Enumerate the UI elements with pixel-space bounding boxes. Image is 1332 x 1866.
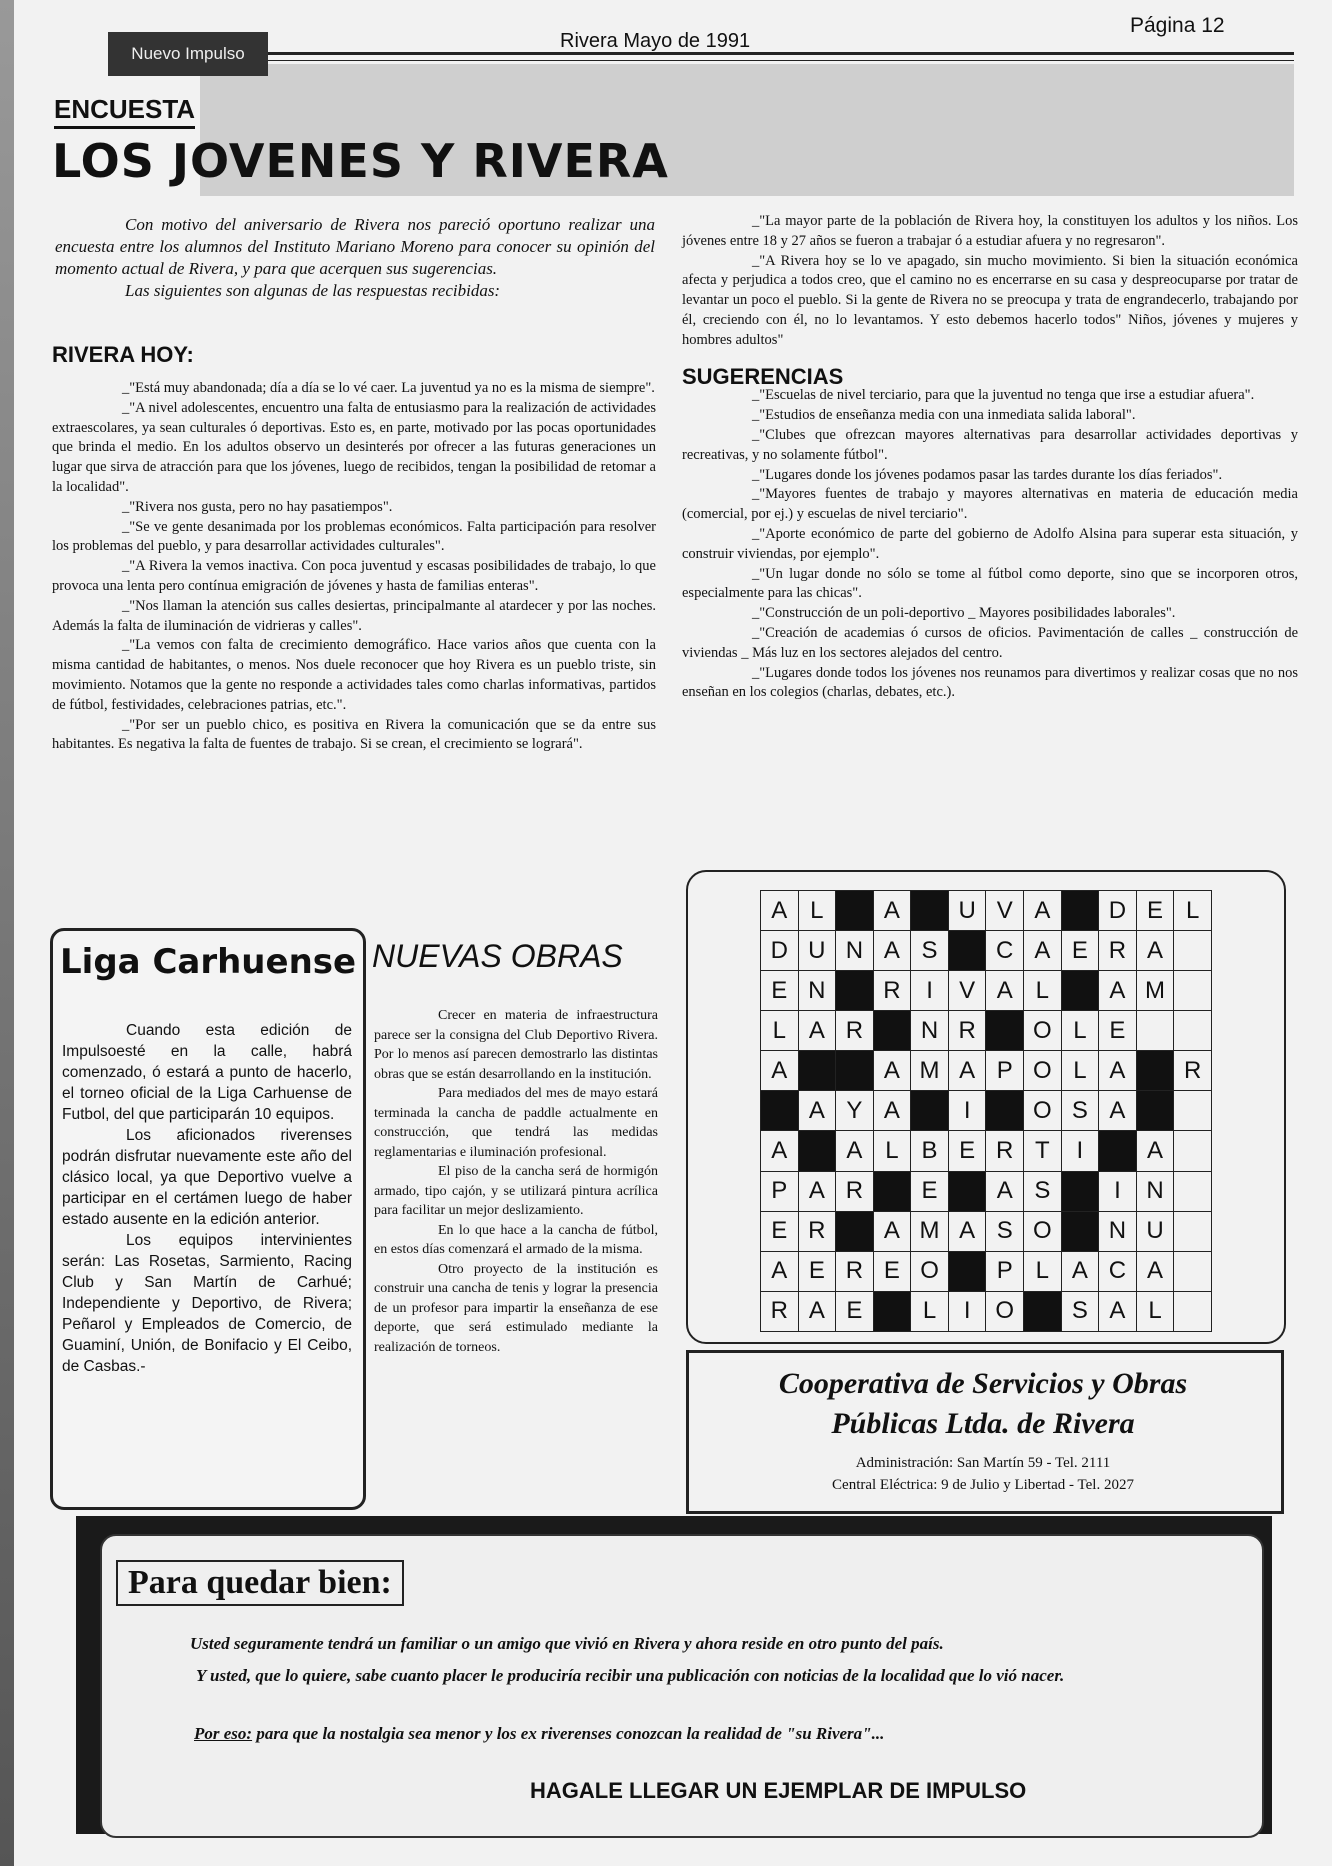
crossword-cell: L <box>1174 891 1212 931</box>
crossword-cell: A <box>1024 931 1062 971</box>
crossword-cell: L <box>911 1291 949 1331</box>
crossword-cell: A <box>798 1171 836 1211</box>
crossword-cell: E <box>873 1251 911 1291</box>
crossword-black-cell <box>873 1171 911 1211</box>
crossword-black-cell <box>986 1011 1024 1051</box>
crossword-cell: A <box>1061 1251 1098 1291</box>
quote-paragraph: _"La mayor parte de la población de Rivera hoy, la constituyen los adultos y los niños. Los jóvenes entre 18 y 27 años se fueron a trabajar ó a estudiar afuera y no regresaron". <box>682 213 1298 249</box>
coop-admin: Administración: San Martín 59 - Tel. 2111 <box>855 1455 1111 1471</box>
rivera-hoy-column <box>52 342 656 755</box>
crossword-row <box>761 1131 1212 1171</box>
obras-paragraph: Para mediados del mes de mayo estará terminada la cancha de paddle actualmente en construcción, que tendrá las medidas reglamentarias e iluminación profesional. <box>374 1086 658 1160</box>
crossword-black-cell <box>798 1131 836 1171</box>
sugerencias-title: SUGERENCIAS <box>682 363 844 389</box>
crossword-cell <box>1174 1211 1212 1251</box>
crossword-black-cell <box>948 1251 986 1291</box>
suggestion-item: _"Construcción de un poli-deportivo _ Mayores posibilidades laborales". <box>752 605 1176 622</box>
crossword-black-cell <box>911 1091 949 1131</box>
crossword-cell: O <box>911 1251 949 1291</box>
suggestion-item: _"Estudios de enseñanza media con una inmediata salida laboral". <box>752 407 1136 424</box>
crossword-row <box>761 1171 1212 1211</box>
crossword-cell: O <box>986 1291 1024 1331</box>
crossword-cell: A <box>1136 1251 1174 1291</box>
crossword-cell: A <box>836 1131 874 1171</box>
quote-paragraph: _"Se ve gente desanimada por los problemas económicos. Falta participación para resolver los problemas del pueblo, y para desarrollar actividades culturales". <box>52 518 656 555</box>
intro-text <box>55 214 655 302</box>
crossword-cell: D <box>761 931 799 971</box>
crossword-cell: A <box>1099 971 1137 1011</box>
quote-paragraph: _"Está muy abandonada; día a día se lo vé caer. La juventud ya no es la misma de siempre". <box>122 380 655 396</box>
liga-paragraph: Los aficionados riverenses podrán disfrutar nuevamente este año del clásico local, ya que Deportivo vuelve a participar en el certámen luego de haber estado ausente en la edición anterior. <box>62 1127 352 1228</box>
crossword-row <box>761 1291 1212 1331</box>
crossword-cell: A <box>986 1171 1024 1211</box>
crossword-cell: A <box>873 931 911 971</box>
crossword-cell: S <box>1024 1171 1062 1211</box>
crossword-black-cell <box>1061 1211 1098 1251</box>
crossword-cell: R <box>798 1211 836 1251</box>
crossword-row <box>761 1051 1212 1091</box>
crossword-cell: A <box>948 1051 986 1091</box>
suggestion-item: _"Aporte económico de parte del gobierno de Adolfo Alsina para superar esta situación, y construir viviendas, por ejemplo". <box>682 525 1298 562</box>
crossword-cell: I <box>911 971 949 1011</box>
intro-paragraph: Las siguientes son algunas de las respuestas recibidas: <box>125 281 501 300</box>
crossword-cell: N <box>1136 1171 1174 1211</box>
crossword-cell: A <box>761 891 799 931</box>
crossword-cell: C <box>986 931 1024 971</box>
crossword-cell <box>1174 1011 1212 1051</box>
crossword-black-cell <box>836 971 874 1011</box>
crossword-cell: E <box>1136 891 1174 931</box>
crossword-cell: A <box>1136 1131 1174 1171</box>
crossword-cell: S <box>911 931 949 971</box>
crossword-cell: E <box>1061 931 1098 971</box>
crossword-cell: E <box>1099 1011 1137 1051</box>
liga-title: Liga Carhuense <box>60 942 357 982</box>
crossword-black-cell <box>836 1051 874 1091</box>
crossword-cell: A <box>873 1051 911 1091</box>
right-column <box>682 212 1298 703</box>
crossword-black-cell <box>948 931 986 971</box>
crossword-cell: V <box>948 971 986 1011</box>
crossword-black-cell <box>911 891 949 931</box>
crossword-cell: A <box>761 1251 799 1291</box>
suggestion-item: _"Mayores fuentes de trabajo y mayores alternativas en materia de educación media (comercial, por ej.) y escuelas de nivel terciario". <box>682 486 1298 523</box>
crossword-cell: E <box>948 1131 986 1171</box>
crossword-black-cell <box>873 1011 911 1051</box>
crossword-cell: E <box>761 971 799 1011</box>
crossword-cell: R <box>836 1251 874 1291</box>
suggestion-item: _"Un lugar donde no sólo se tome al fútbol como deporte, sino que se incorporen otros, especialmente para las chicas". <box>682 565 1298 602</box>
crossword-cell: A <box>761 1131 799 1171</box>
crossword-cell: A <box>1024 891 1062 931</box>
crossword-black-cell <box>836 1211 874 1251</box>
crossword-row <box>761 1091 1212 1131</box>
crossword-black-cell <box>873 1291 911 1331</box>
crossword-cell: L <box>1061 1051 1098 1091</box>
suggestion-item: _"Creación de academias ó cursos de oficios. Pavimentación de calles _ construcción de viviendas _ Más luz en los sectores alejados del centro. <box>682 624 1298 661</box>
crossword-cell <box>1174 1291 1212 1331</box>
crossword-cell: U <box>948 891 986 931</box>
section-label: ENCUESTA <box>54 94 195 129</box>
crossword-cell: P <box>986 1251 1024 1291</box>
liga-paragraph: Cuando esta edición de Impulsoesté en la calle, habrá comenzado, ó estará a punto de hacerlo, el torneo oficial de la Liga Carhuense de Futbol, del que participarán 10 equipos. <box>62 1022 352 1123</box>
crossword-cell: U <box>798 931 836 971</box>
crossword-cell: A <box>873 1091 911 1131</box>
promo-ad-text: Usted seguramente tendrá un familiar o un amigo que vivió en Rivera y ahora reside en otro punto del país. <box>190 1634 944 1653</box>
header-rule <box>268 52 1294 55</box>
promo-ad-title: Para quedar bien: <box>116 1560 404 1606</box>
crossword-black-cell <box>1061 1171 1098 1211</box>
crossword-cell: R <box>873 971 911 1011</box>
crossword-cell: R <box>986 1131 1024 1171</box>
crossword-cell: I <box>1061 1131 1098 1171</box>
crossword-row <box>761 891 1212 931</box>
crossword-black-cell <box>836 891 874 931</box>
crossword-cell: I <box>948 1291 986 1331</box>
suggestion-item: _"Lugares donde los jóvenes podamos pasar las tardes durante los días feriados". <box>752 466 1223 483</box>
crossword-table <box>760 890 1212 1332</box>
crossword-cell: L <box>873 1131 911 1171</box>
crossword-cell: E <box>761 1211 799 1251</box>
crossword-row <box>761 1251 1212 1291</box>
issue-date: Rivera Mayo de 1991 <box>560 30 751 52</box>
crossword-cell <box>1174 971 1212 1011</box>
page-number: Página 12 <box>1130 14 1225 37</box>
crossword-cell: L <box>1024 1251 1062 1291</box>
coop-central: Central Eléctrica: 9 de Julio y Libertad - Tel. 2027 <box>832 1477 1134 1493</box>
crossword-cell: R <box>1174 1051 1212 1091</box>
masthead-logo: Nuevo Impulso <box>108 32 268 76</box>
crossword-cell: A <box>873 1211 911 1251</box>
crossword-cell: M <box>1136 971 1174 1011</box>
crossword-cell: M <box>911 1051 949 1091</box>
quote-paragraph: _"Por ser un pueblo chico, es positiva en Rivera la comunicación que se da entre sus habitantes. Es negativa la falta de fuentes de trabajo. Si se crean, el crecimiento se logrará". <box>52 716 656 753</box>
crossword-cell: A <box>761 1051 799 1091</box>
page-edge <box>0 0 14 1866</box>
quote-paragraph: _"La vemos con falta de crecimiento demográfico. Hace varios años que cuenta con la misma cantidad de habitantes, o menos. Nos duele reconocer que hoy Rivera es un pueblo triste, sin movimiento. Notamos que la gente no responde a actividades tales como charlas informativas, partidos de fútbol, festividades, celebraciones patrias, etc.". <box>52 637 656 713</box>
crossword-black-cell <box>798 1051 836 1091</box>
promo-ad-text <box>194 1722 1254 1746</box>
crossword-cell: A <box>1099 1091 1137 1131</box>
crossword-cell: R <box>836 1011 874 1051</box>
crossword-cell <box>1136 1011 1174 1051</box>
promo-ad-lead: Por eso: <box>194 1724 253 1743</box>
obras-paragraph: Otro proyecto de la institución es construir una cancha de tenis y lograr la presencia de un profesor para impartir la enseñanza de ese deporte, que será estimulado mediante la realización de torneos. <box>374 1261 658 1355</box>
crossword-cell: O <box>1024 1091 1062 1131</box>
crossword-cell <box>1174 1131 1212 1171</box>
crossword-row <box>761 931 1212 971</box>
crossword-cell: L <box>1136 1291 1174 1331</box>
crossword-row <box>761 1011 1212 1051</box>
quote-paragraph: _"A Rivera la vemos inactiva. Con poca juventud y escasas posibilidades de trabajo, lo que provoca una lenta pero contínua emigración de jóvenes y hasta de familias enteras". <box>52 558 656 594</box>
coop-title-line: Públicas Ltda. de Rivera <box>831 1407 1135 1440</box>
crossword-cell: A <box>1099 1051 1137 1091</box>
crossword-cell: A <box>1099 1291 1137 1331</box>
crossword-cell: B <box>911 1131 949 1171</box>
crossword-cell: E <box>798 1251 836 1291</box>
crossword-cell: N <box>836 931 874 971</box>
quote-paragraph: _"Rivera nos gusta, pero no hay pasatiempos". <box>122 498 393 515</box>
coop-title <box>690 1364 1276 1444</box>
header-rule-thin <box>268 60 1294 61</box>
intro-paragraph: Con motivo del aniversario de Rivera nos pareció oportuno realizar una encuesta entre los alumnos del Instituto Mariano Moreno para conocer su opinión del momento actual de Rivera, y para que acerquen sus sugerencias. <box>55 215 655 278</box>
crossword-cell <box>1174 931 1212 971</box>
crossword-cell: N <box>911 1011 949 1051</box>
crossword-cell: A <box>986 971 1024 1011</box>
obras-paragraph: El piso de la cancha será de hormigón armado, tipo cajón, y se utilizará pintura acrílica para facilitar un mejor deslizamiento. <box>374 1164 658 1218</box>
liga-paragraph: Los equipos intervinientes serán: Las Rosetas, Sarmiento, Racing Club y San Martín de Carhué; Independiente y Deportivo, de Rivera; Peñarol y Empleados de Comercio, de Guaminí, Unión, de Bonifacio y El Ceibo, de Casbas.- <box>62 1232 352 1375</box>
crossword-cell: T <box>1024 1131 1062 1171</box>
crossword-row <box>761 1211 1212 1251</box>
rivera-hoy-title: RIVERA HOY: <box>52 342 194 367</box>
crossword-cell: A <box>873 891 911 931</box>
crossword-cell: N <box>1099 1211 1137 1251</box>
crossword-cell: E <box>911 1171 949 1211</box>
crossword-cell: R <box>761 1291 799 1331</box>
suggestion-item: _"Escuelas de nivel terciario, para que la juventud no tenga que irse a estudiar afuera". <box>752 387 1255 404</box>
headline: LOS JOVENES Y RIVERA <box>52 134 669 188</box>
crossword-cell: L <box>1024 971 1062 1011</box>
crossword-black-cell <box>1024 1291 1062 1331</box>
crossword-cell: M <box>911 1211 949 1251</box>
crossword-black-cell <box>1061 891 1098 931</box>
coop-info <box>690 1452 1276 1496</box>
liga-text <box>62 1020 352 1377</box>
crossword-row <box>761 971 1212 1011</box>
obras-title: NUEVAS OBRAS <box>372 938 623 974</box>
crossword-black-cell <box>1061 971 1098 1011</box>
crossword-cell: Y <box>836 1091 874 1131</box>
crossword-black-cell <box>1099 1131 1137 1171</box>
obras-paragraph: En lo que hace a la cancha de fútbol, en estos días comenzará el armado de la misma. <box>374 1222 658 1257</box>
crossword-cell: L <box>1061 1011 1098 1051</box>
crossword-cell: O <box>1024 1011 1062 1051</box>
crossword-cell: P <box>986 1051 1024 1091</box>
crossword-cell <box>1174 1091 1212 1131</box>
quote-paragraph: _"A nivel adolescentes, encuentro una falta de entusiasmo para la realización de actividades extraescolares, ya sean culturales ó deportivas. Esto es, en parte, motivado por las pocas oportunidades que brinda el medio. En los adultos observo un desinterés por ofrecer a las futuras generaciones un lugar que sirva de atracción para que los jóvenes, luego de recibidos, tengan la posibilidad de retomar a la localidad". <box>52 399 656 495</box>
crossword-black-cell <box>1136 1051 1174 1091</box>
crossword-cell: A <box>798 1011 836 1051</box>
promo-ad-text: Y usted, que lo quiere, sabe cuanto placer le produciría recibir una publicación con noticias de la localidad que lo vió nacer. <box>196 1666 1065 1685</box>
crossword-black-cell <box>986 1091 1024 1131</box>
quote-paragraph: _"A Rivera hoy se lo ve apagado, sin mucho movimiento. Si bien la situación económica afecta y perjudica a todos creo, que el camino no es encerrarse en su casa y despreocuparse por tratar de levantar un poco el pueblo. Si la gente de Rivera no se preocupa y trata de engrandecerlo, trabajando por él, creciendo con él, no lo levantamos. Y esto debemos hacerlo todos" Niños, jóvenes y mujeres y hombres adultos" <box>682 252 1298 348</box>
crossword-cell: A <box>798 1291 836 1331</box>
crossword-cell: N <box>798 971 836 1011</box>
crossword-cell: A <box>948 1211 986 1251</box>
promo-ad-rest: para que la nostalgia sea menor y los ex riverenses conozcan la realidad de "su Rivera"... <box>252 1724 885 1743</box>
crossword-grid <box>760 890 1212 1332</box>
crossword-cell: O <box>1024 1211 1062 1251</box>
crossword-black-cell <box>761 1091 799 1131</box>
crossword-cell: R <box>1099 931 1137 971</box>
crossword-cell <box>1174 1171 1212 1211</box>
crossword-cell: L <box>761 1011 799 1051</box>
promo-ad-cta: HAGALE LLEGAR UN EJEMPLAR DE IMPULSO <box>530 1778 1027 1803</box>
crossword-cell: S <box>1061 1291 1098 1331</box>
crossword-cell: R <box>836 1171 874 1211</box>
coop-title-line: Cooperativa de Servicios y Obras <box>778 1367 1188 1400</box>
suggestion-item: _"Clubes que ofrezcan mayores alternativas para desarrollar actividades deportivas y recreativas, y no solamente fútbol". <box>682 426 1298 463</box>
crossword-black-cell <box>1136 1091 1174 1131</box>
crossword-cell: A <box>1136 931 1174 971</box>
crossword-cell: O <box>1024 1051 1062 1091</box>
crossword-cell: I <box>948 1091 986 1131</box>
crossword-cell: P <box>761 1171 799 1211</box>
crossword-black-cell <box>948 1171 986 1211</box>
crossword-cell: A <box>798 1091 836 1131</box>
suggestion-item: _"Lugares donde todos los jóvenes nos reunamos para divertimos y realizar cosas que no nos enseñan en los colegios (charlas, debates, etc.). <box>682 664 1298 701</box>
crossword-cell: S <box>1061 1091 1098 1131</box>
crossword-cell: L <box>798 891 836 931</box>
crossword-cell: D <box>1099 891 1137 931</box>
crossword-cell: R <box>948 1011 986 1051</box>
obras-paragraph: Crecer en materia de infraestructura parece ser la consigna del Club Deportivo Rivera. Por lo menos así parecen demostrarlo las distintas obras que se están desarrollando en la institución. <box>374 1008 658 1082</box>
crossword-cell: E <box>836 1291 874 1331</box>
crossword-cell: C <box>1099 1251 1137 1291</box>
obras-text <box>374 1006 658 1357</box>
crossword-cell <box>1174 1251 1212 1291</box>
crossword-cell: U <box>1136 1211 1174 1251</box>
crossword-cell: V <box>986 891 1024 931</box>
quote-paragraph: _"Nos llaman la atención sus calles desiertas, principalmante al atardecer y por las noches. Además la falta de iluminación de vidrieras y calles". <box>52 597 656 634</box>
crossword-cell: S <box>986 1211 1024 1251</box>
crossword-cell: I <box>1099 1171 1137 1211</box>
